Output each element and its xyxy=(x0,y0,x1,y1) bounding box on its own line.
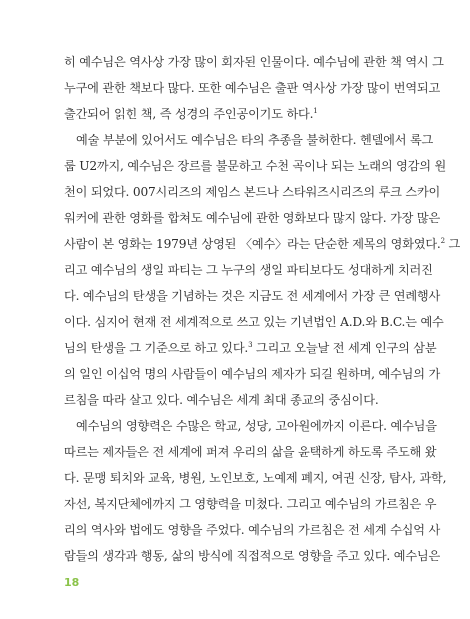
text-span: 예수님의 영향력은 수많은 학교, 성당, 고아원에까지 이른다. 예수님을 xyxy=(76,419,437,433)
body-text-line xyxy=(64,392,405,409)
text-span: 그리고 오늘날 전 세계 인구의 삼분 xyxy=(252,341,437,355)
body-text-line xyxy=(64,340,437,357)
text-span: 님의 탄생을 그 기준으로 하고 있다. xyxy=(64,341,249,355)
body-text-line xyxy=(64,184,441,201)
body-text-line xyxy=(64,548,441,565)
text-span: 예술 부분에 있어서도 예수님은 타의 추종을 불허한다. 헨델에서 록그 xyxy=(76,133,434,147)
text-span: 천이 되었다. 007시리즈의 제임스 본드나 스타워즈시리즈의 루크 스카이 xyxy=(64,185,441,199)
text-span: 사람이 본 영화는 1979년 상영된 〈예수〉라는 단순한 제목의 영화였다. xyxy=(64,237,441,251)
text-span: 다. 문맹 퇴치와 교육, 병원, 노인보호, 노예제 폐지, 여권 신장, 탐사, 과학, xyxy=(64,471,447,485)
text-span: 출간되어 읽힌 책, 즉 성경의 주인공이기도 하다. xyxy=(64,107,314,121)
text-span: 리의 역사와 법에도 영향을 주었다. 예수님의 가르침은 전 세계 수십억 사 xyxy=(64,523,441,537)
text-span: 자선, 복지단체에까지 그 영향력을 미쳤다. 그리고 예수님의 가르침은 우 xyxy=(64,497,437,511)
text-span: 따르는 제자들은 전 세계에 퍼져 우리의 삶을 윤택하게 하도록 주도해 왔 xyxy=(64,445,437,459)
body-text-line xyxy=(64,158,447,175)
text-span: 누구에 관한 책보다 많다. 또한 예수님은 출판 역사상 가장 많이 번역되고 xyxy=(64,81,441,95)
footnote-marker: 2 xyxy=(440,237,445,245)
page-number: 18 xyxy=(64,576,80,589)
body-text-line xyxy=(64,444,437,461)
text-span: 르침을 따라 살고 있다. 예수님은 세계 최대 종교의 중심이다. xyxy=(64,393,379,407)
body-text-line xyxy=(64,496,437,513)
text-span: 룹 U2까지, 예수님은 장르를 불문하고 수천 곡이나 되는 노래의 영감의 원 xyxy=(64,159,447,173)
body-text-line xyxy=(64,106,405,123)
body-text-line xyxy=(64,522,441,539)
text-span: 이다. 심지어 현재 전 세계적으로 쓰고 있는 기년법인 A.D.와 B.C.는 예수 xyxy=(64,315,444,329)
body-text-line xyxy=(76,132,434,149)
body-text-line xyxy=(64,236,461,253)
text-span: 히 예수님은 역사상 가장 많이 회자된 인물이다. 예수님에 관한 책 역시 그 xyxy=(64,55,444,69)
text-span: 그 xyxy=(444,237,461,251)
text-span: 워커에 관한 영화를 합쳐도 예수님에 관한 영화보다 많지 않다. 가장 많은 xyxy=(64,211,441,225)
body-text-line xyxy=(64,288,441,305)
text-span: 람들의 생각과 행동, 삶의 방식에 직접적으로 영향을 주고 있다. 예수님은 xyxy=(64,549,441,563)
body-text-line xyxy=(76,418,437,435)
body-text-line xyxy=(64,314,444,331)
text-span: 의 일인 이십억 명의 사람들이 예수님의 제자가 되길 원하며, 예수님의 가 xyxy=(64,367,441,381)
body-text-line xyxy=(64,262,433,279)
footnote-marker: 1 xyxy=(313,107,318,115)
footnote-marker: 3 xyxy=(248,341,253,349)
body-text-line xyxy=(64,470,447,487)
body-text-line xyxy=(64,80,441,97)
body-text-line xyxy=(64,366,441,383)
text-span: 리고 예수님의 생일 파티는 그 누구의 생일 파티보다도 성대하게 치러진 xyxy=(64,263,433,277)
text-span: 다. 예수님의 탄생을 기념하는 것은 지금도 전 세계에서 가장 큰 연례행사 xyxy=(64,289,441,303)
body-text-line xyxy=(64,210,441,227)
body-text-line xyxy=(64,54,444,71)
